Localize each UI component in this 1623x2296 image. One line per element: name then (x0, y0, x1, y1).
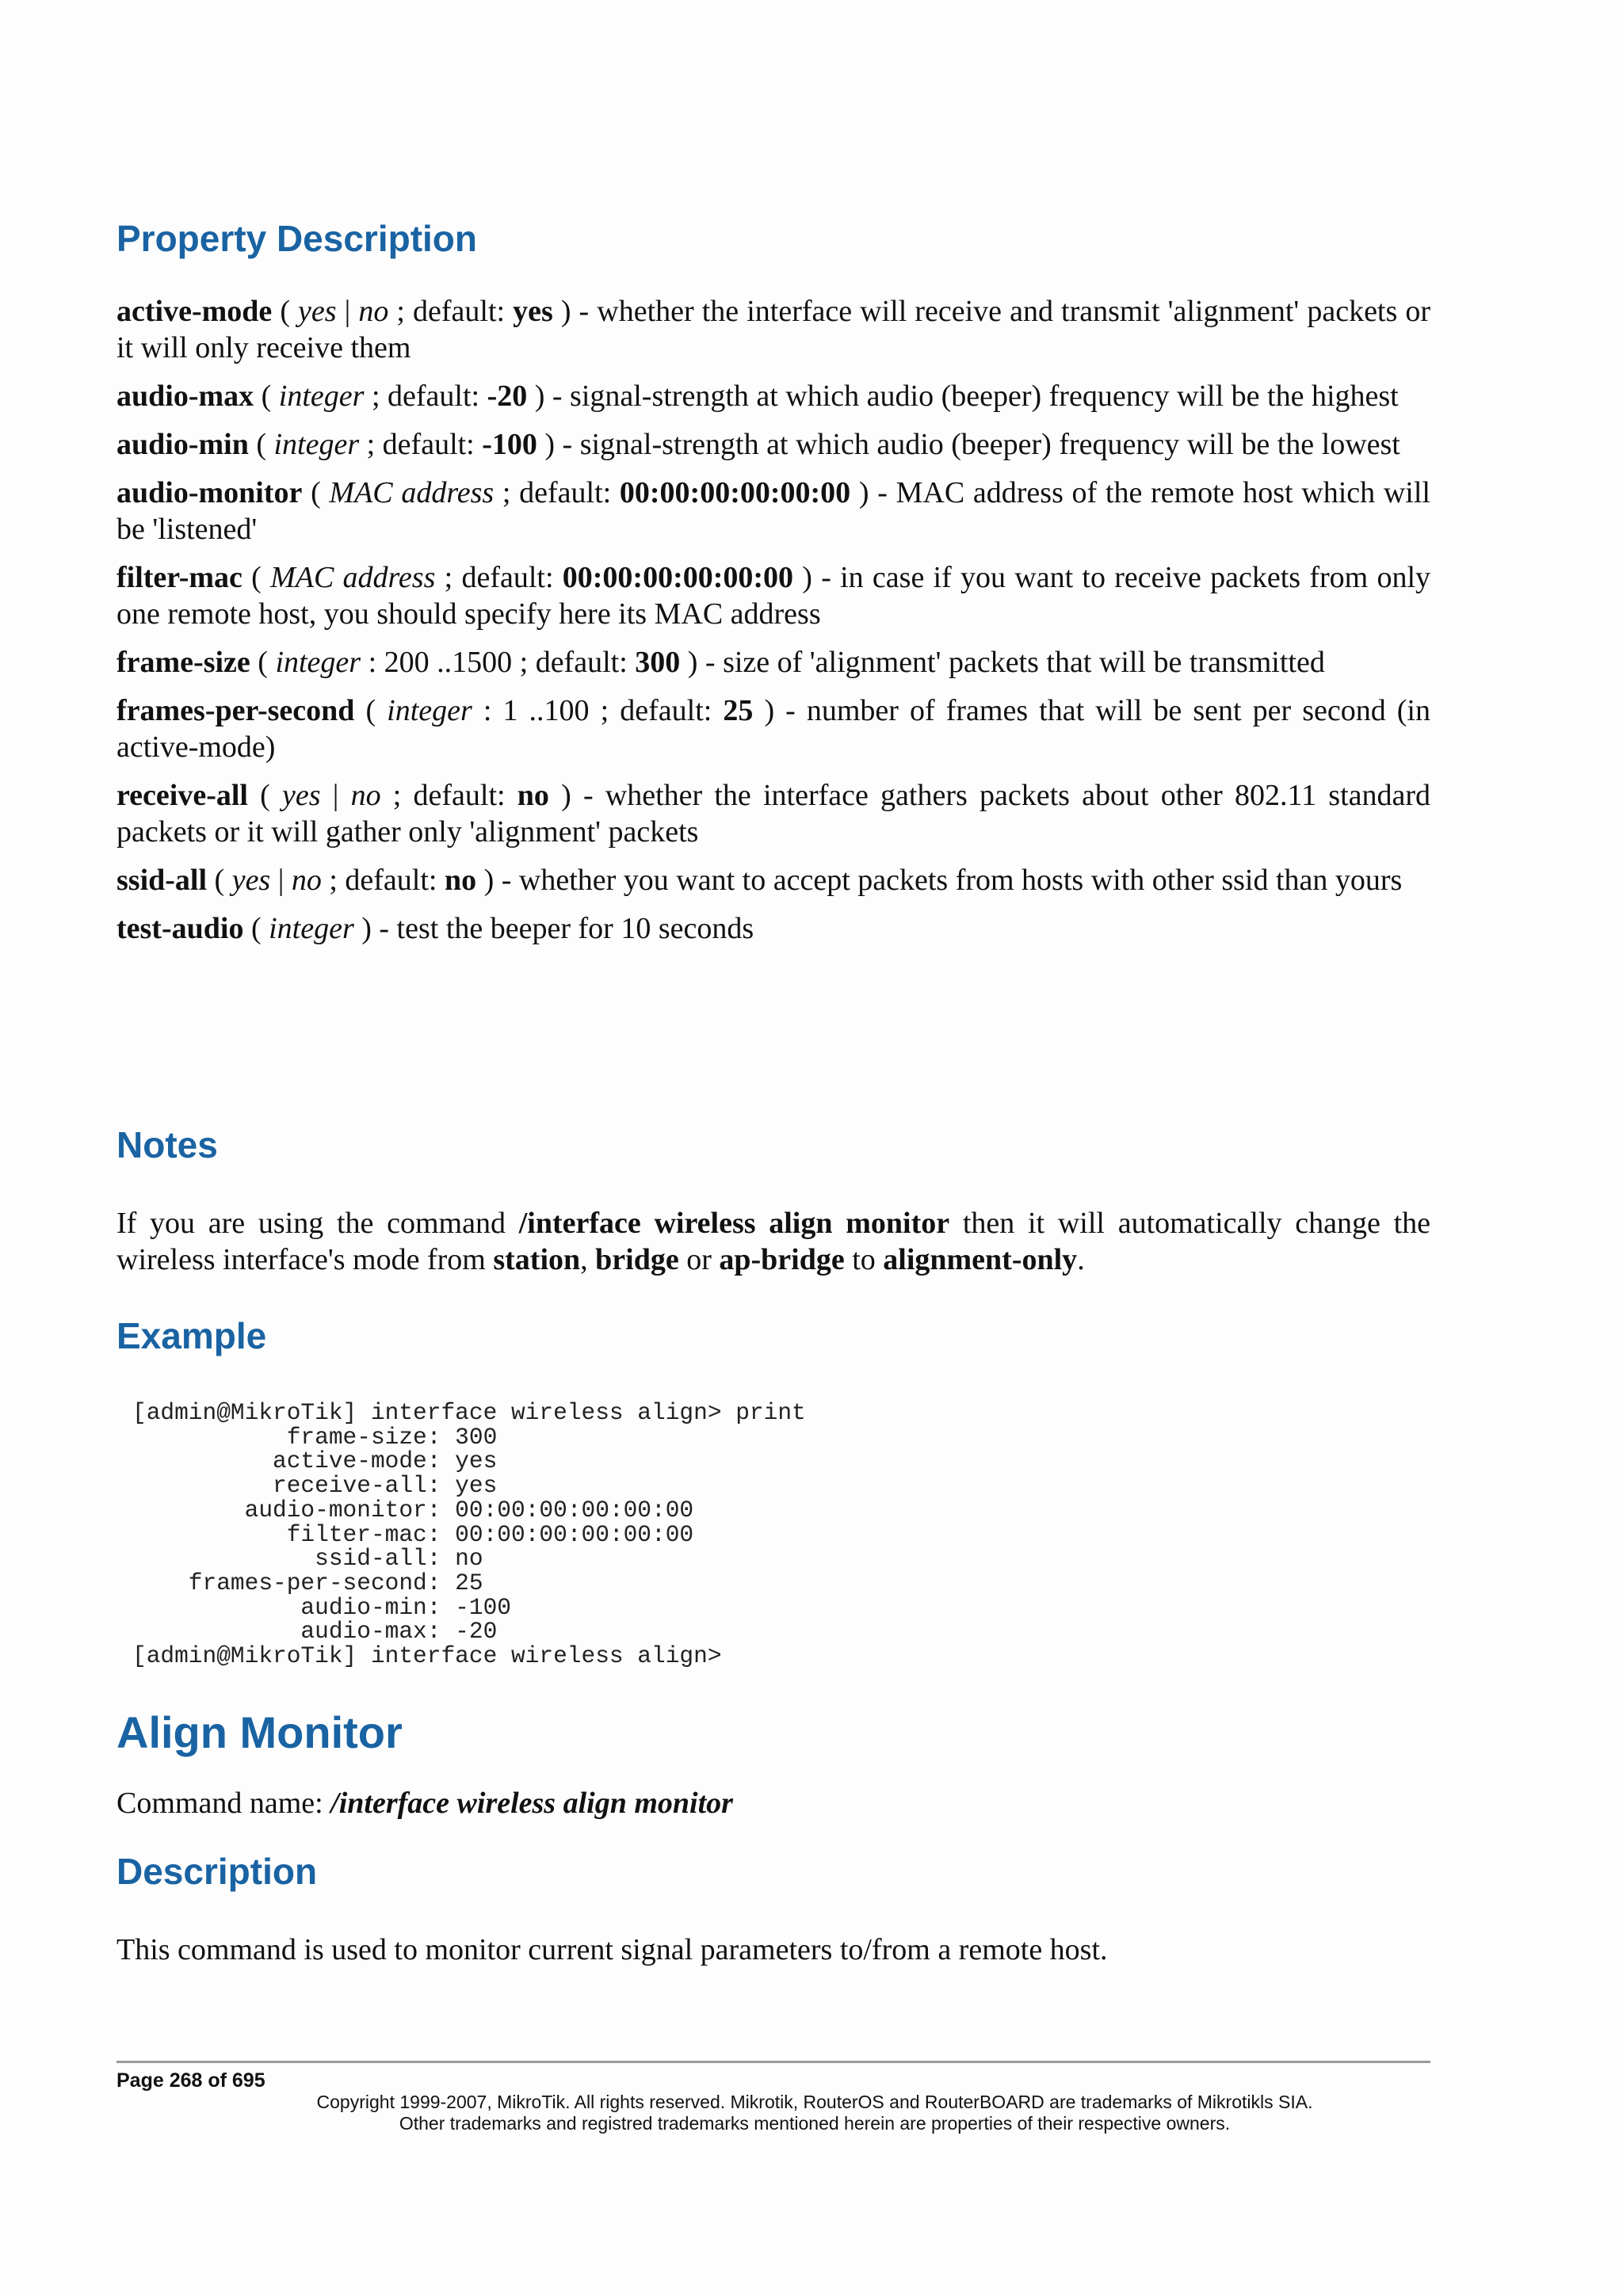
property-text: ) - MAC address of the remote host which will be 'listened' (116, 476, 1430, 546)
property-default: -20 (487, 379, 528, 413)
notes-mode: ap-bridge (719, 1243, 845, 1276)
property-name: active-mode (116, 295, 273, 328)
property-item (116, 644, 1430, 681)
property-text: ( (254, 379, 279, 413)
property-default: 25 (723, 694, 754, 727)
property-text: ; default: (359, 428, 483, 461)
property-default: yes (513, 295, 553, 328)
property-item (116, 378, 1430, 414)
property-type: MAC address (270, 561, 436, 594)
property-item (116, 559, 1430, 632)
heading-example: Example (116, 1315, 267, 1356)
copyright-notice (116, 2092, 1513, 2134)
property-default: no (517, 779, 549, 812)
property-text: ) - signal-strength at which audio (beeper) frequency will be the lowest (537, 428, 1400, 461)
property-text: ; default: (494, 476, 620, 509)
copyright-line: Other trademarks and registred trademarks mentioned herein are properties of their respective owners. (399, 2113, 1231, 2134)
property-text: | (320, 779, 351, 812)
property-name: audio-max (116, 379, 254, 413)
property-text: ) - signal-strength at which audio (beeper) frequency will be the highest (527, 379, 1399, 413)
property-type: integer (278, 379, 365, 413)
page-number: Page 268 of 695 (116, 2069, 265, 2092)
notes-text: If you are using the command (116, 1207, 519, 1240)
property-default: 00:00:00:00:00:00 (619, 476, 851, 509)
property-text: ) - in case if you want to receive packets from only one remote host, you should specify here its MAC address (116, 561, 1431, 631)
command-name-value: /interface wireless align monitor (330, 1787, 733, 1820)
property-text: ; default: (435, 561, 563, 594)
notes-mode: station (493, 1243, 581, 1276)
example-code-block: [admin@MikroTik] interface wireless align> print frame-size: 300 active-mode: yes receive-all: yes audio-monitor: 00:00:00:00:00:00 filter-mac: 00:00:00:00:00:00 ssid-all: no frames-per-second: 25 audio-min: -100 audio-max: -20 [admin@MikroTik] interface wireless align> (132, 1399, 806, 1670)
property-name: test-audio (116, 912, 244, 945)
property-name: filter-mac (116, 561, 242, 594)
property-type: integer (269, 912, 354, 945)
property-name: audio-min (116, 428, 249, 461)
property-item (116, 862, 1430, 898)
property-default: -100 (482, 428, 537, 461)
notes-text: or (678, 1243, 720, 1276)
property-text: ) - whether the interface gathers packets about other 802.11 standard packets or it will gather only 'alignment' packets (116, 779, 1431, 849)
property-type: no (358, 295, 389, 328)
property-type: yes (282, 779, 321, 812)
property-text: ) - number of frames that will be sent per second (in active-mode) (116, 694, 1430, 764)
property-text: ) - whether the interface will receive and transmit 'alignment' packets or it will only receive them (116, 295, 1430, 364)
property-list (116, 293, 1430, 959)
property-type: integer (275, 646, 361, 679)
notes-paragraph (116, 1205, 1430, 1278)
property-item (116, 293, 1430, 366)
property-type: no (291, 864, 322, 897)
notes-text: to (844, 1243, 884, 1276)
notes-mode: bridge (595, 1243, 679, 1276)
property-text: ( (242, 561, 271, 594)
property-default: no (444, 864, 477, 897)
copyright-line: Copyright 1999-2007, MikroTik. All rights reserved. Mikrotik, RouterOS and RouterBOARD are trademarks of Mikrotikls SIA. (316, 2092, 1313, 2112)
property-item (116, 426, 1430, 463)
property-item (116, 910, 1430, 947)
property-text: ; default: (321, 864, 445, 897)
property-text: ) - whether you want to accept packets from hosts with other ssid than yours (476, 864, 1403, 897)
property-type: integer (387, 694, 472, 727)
heading-property-description: Property Description (116, 218, 477, 259)
property-name: frame-size (116, 646, 250, 679)
property-text: : 1 ..100 ; default: (472, 694, 724, 727)
property-text: ( (354, 694, 388, 727)
property-default: 300 (635, 646, 681, 679)
property-text: ; default: (380, 779, 517, 812)
property-text: ) - size of 'alignment' packets that will be transmitted (680, 646, 1325, 679)
property-type: no (350, 779, 381, 812)
property-type: integer (273, 428, 360, 461)
notes-mode: alignment-only (883, 1243, 1078, 1276)
property-text: ( (247, 779, 283, 812)
property-name: frames-per-second (116, 694, 355, 727)
property-name: audio-monitor (116, 476, 303, 509)
property-type: MAC address (329, 476, 495, 509)
heading-description: Description (116, 1851, 318, 1892)
property-text: ( (272, 295, 299, 328)
property-text: | (270, 864, 292, 897)
property-type: yes (231, 864, 271, 897)
property-text: ) - test the beeper for 10 seconds (353, 912, 754, 945)
property-text: ; default: (364, 379, 487, 413)
property-name: ssid-all (116, 864, 208, 897)
property-item (116, 475, 1430, 547)
property-item (116, 692, 1430, 765)
property-default: 00:00:00:00:00:00 (562, 561, 794, 594)
footer-divider (116, 2061, 1430, 2063)
description-paragraph: This command is used to monitor current signal parameters to/from a remote host. (116, 1933, 1108, 1966)
heading-align-monitor: Align Monitor (116, 1707, 403, 1757)
notes-text: , (580, 1243, 596, 1276)
property-text: ( (243, 912, 269, 945)
property-text: : 200 ..1500 ; default: (361, 646, 636, 679)
property-text: | (336, 295, 359, 328)
property-name: receive-all (116, 779, 248, 812)
property-text: ( (250, 646, 276, 679)
command-name-line (116, 1785, 1430, 1821)
notes-text: then it will automatically change the wireless interface's mode from (116, 1207, 1430, 1276)
notes-text: . (1077, 1243, 1085, 1276)
heading-notes: Notes (116, 1124, 218, 1165)
property-text: ( (248, 428, 274, 461)
property-item (116, 777, 1430, 850)
property-type: yes (298, 295, 337, 328)
property-text: ( (207, 864, 232, 897)
property-text: ( (302, 476, 330, 509)
property-text: ; default: (388, 295, 514, 328)
command-name-label: Command name: (116, 1787, 331, 1820)
notes-command: /interface wireless align monitor (518, 1207, 950, 1240)
